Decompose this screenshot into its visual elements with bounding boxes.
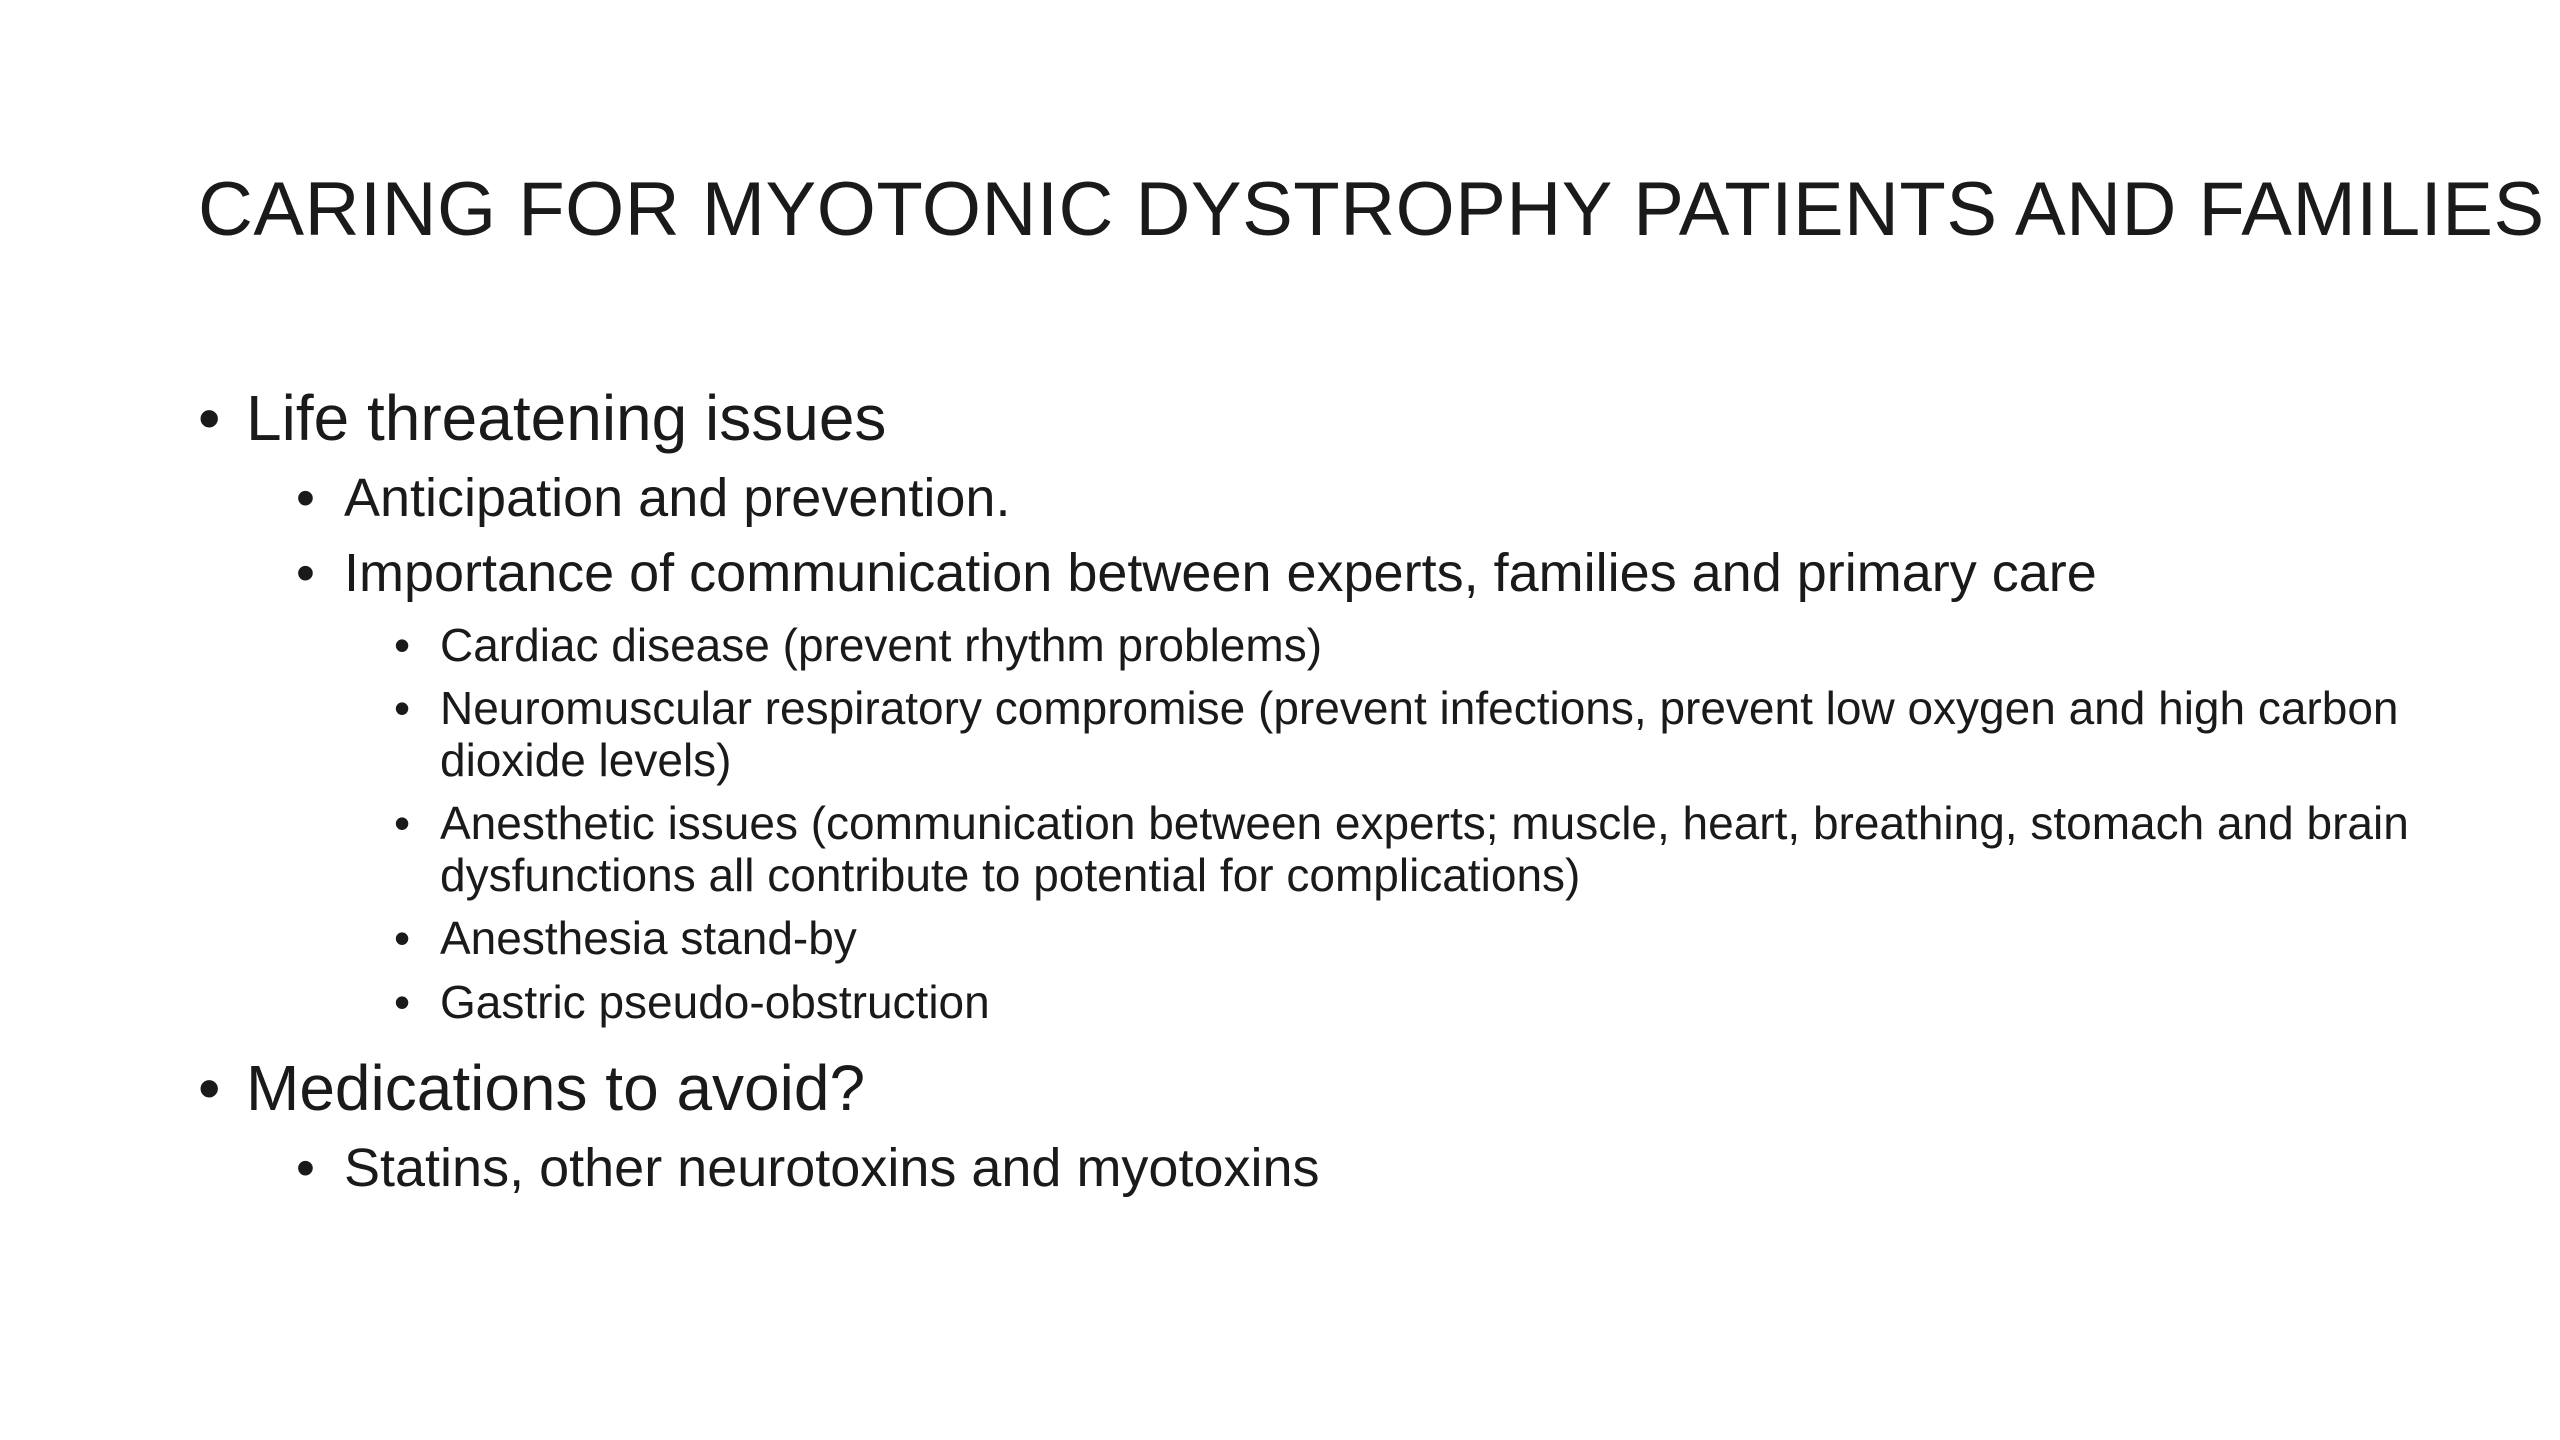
bullet-item-level3 xyxy=(394,913,2448,965)
bullet-item-level3 xyxy=(394,798,2448,901)
bullet-text: Anesthetic issues (communication between experts; muscle, heart, breathing, stomach and brain dysfunctions all contribute to potential for complications) xyxy=(440,797,2409,901)
bullet-list xyxy=(198,380,2448,1203)
bullet-text: Statins, other neurotoxins and myotoxins xyxy=(344,1138,1320,1199)
bullet-icon: • xyxy=(394,975,411,1028)
bullet-icon: • xyxy=(394,618,411,671)
bullet-icon: • xyxy=(296,1138,315,1199)
bullet-text: Anticipation and prevention. xyxy=(344,467,1011,528)
bullet-item-level2 xyxy=(296,540,2448,608)
bullet-text: Neuromuscular respiratory compromise (prevent infections, prevent low oxygen and high carbon dioxide levels) xyxy=(440,682,2399,786)
bullet-icon: • xyxy=(394,682,411,735)
bullet-icon: • xyxy=(296,467,315,528)
bullet-text: Gastric pseudo-obstruction xyxy=(440,975,990,1028)
bullet-icon: • xyxy=(394,912,411,965)
bullet-icon: • xyxy=(198,1052,221,1125)
bullet-item-level1 xyxy=(198,380,2448,457)
bullet-item-level3 xyxy=(394,683,2448,786)
slide-title: CARING FOR MYOTONIC DYSTROPHY PATIENTS AND FAMILIES xyxy=(198,167,2545,252)
bullet-item-level3 xyxy=(394,620,2448,672)
bullet-text: Life threatening issues xyxy=(246,382,887,454)
bullet-item-level2 xyxy=(296,1135,2448,1203)
bullet-item-level1 xyxy=(198,1050,2448,1127)
bullet-item-level3 xyxy=(394,977,2448,1029)
bullet-icon: • xyxy=(198,382,221,454)
bullet-text: Importance of communication between experts, families and primary care xyxy=(344,543,2097,604)
bullet-item-level2 xyxy=(296,465,2448,533)
bullet-text: Medications to avoid? xyxy=(246,1052,866,1125)
bullet-text: Anesthesia stand-by xyxy=(440,912,857,965)
bullet-icon: • xyxy=(394,797,411,850)
bullet-text: Cardiac disease (prevent rhythm problems) xyxy=(440,618,1323,671)
bullet-icon: • xyxy=(296,543,315,604)
